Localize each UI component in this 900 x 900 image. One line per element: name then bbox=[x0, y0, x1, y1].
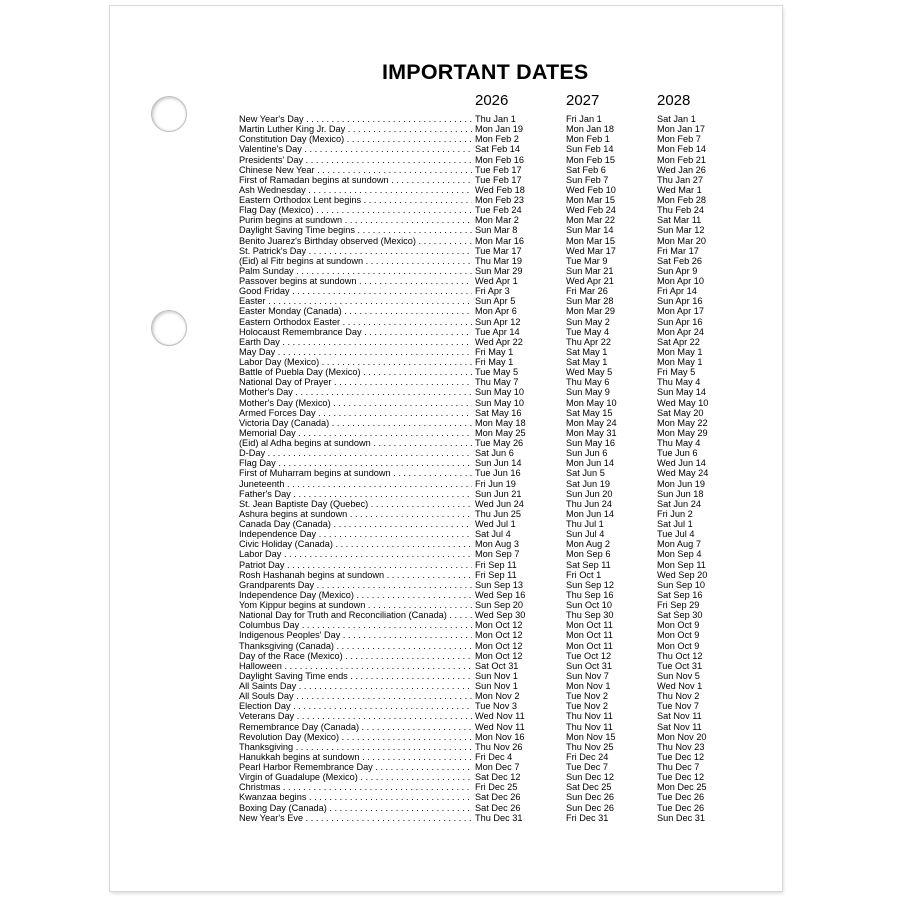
date-2026: Sun Sep 20 bbox=[475, 600, 524, 610]
date-2027: Mon Oct 11 bbox=[566, 640, 613, 651]
date-2027: Sun Dec 26 bbox=[566, 792, 615, 803]
date-2026: Sun Nov 1 bbox=[475, 670, 518, 681]
holiday-name: Patriot Day . . . bbox=[239, 560, 472, 570]
date-2028: Tue Dec 12 bbox=[657, 751, 705, 762]
date-2026: Fri Jun 19 bbox=[475, 478, 516, 489]
date-2026: Tue Feb 17 bbox=[475, 174, 522, 185]
date-2026: Mon Mar 2 bbox=[475, 215, 519, 226]
date-2026: Wed Sep 16 bbox=[475, 589, 526, 600]
date-2027: Mon Mar 15 bbox=[566, 235, 616, 246]
date-2026: Mon May 18 bbox=[475, 417, 526, 428]
date-2028: Thu Dec 7 bbox=[657, 762, 700, 772]
date-2028: Mon Mar 20 bbox=[657, 235, 707, 246]
date-2027: Sat Dec 25 bbox=[566, 782, 612, 793]
date-2027: Sun Jun 20 bbox=[566, 488, 613, 499]
date-2027: Thu Nov 11 bbox=[566, 721, 613, 732]
date-2027: Thu Apr 22 bbox=[566, 336, 611, 347]
holiday-name: Pearl Harbor Remembrance Day . . . bbox=[239, 762, 472, 772]
date-2028: Mon Oct 9 bbox=[657, 620, 700, 631]
date-2028: Sat Sep 16 bbox=[657, 589, 703, 600]
date-2028: Mon Feb 7 bbox=[657, 134, 701, 145]
date-2026: Sat Jun 6 bbox=[475, 448, 514, 459]
holiday-name: Labor Day (Mexico) . . . bbox=[239, 357, 472, 367]
holiday-name: Martin Luther King Jr. Day . . . bbox=[239, 124, 472, 134]
date-2028: Sun Nov 5 bbox=[657, 670, 700, 681]
holiday-name: Day of the Race (Mexico) . . . bbox=[239, 651, 472, 661]
holiday-name: First of Ramadan begins at sundown . . . bbox=[239, 175, 472, 185]
holiday-name: Election Day . . . bbox=[239, 701, 472, 711]
date-2026: Fri Sep 11 bbox=[475, 569, 517, 580]
date-2027: Wed Mar 17 bbox=[566, 245, 616, 256]
date-2026: Sun Jun 14 bbox=[475, 458, 522, 469]
date-2026: Tue Feb 17 bbox=[475, 164, 522, 175]
date-2027: Wed May 5 bbox=[566, 367, 613, 378]
date-2026: Thu Nov 26 bbox=[475, 741, 523, 752]
date-2027: Sun Nov 7 bbox=[566, 670, 609, 681]
date-2026: Tue Jun 16 bbox=[475, 468, 521, 479]
year-header-2: 2027 bbox=[566, 92, 600, 109]
date-2028: Sun Apr 16 bbox=[657, 296, 703, 307]
date-2027: Mon May 10 bbox=[566, 397, 617, 408]
holiday-name: Indigenous Peoples' Day . . . bbox=[239, 630, 472, 640]
date-2028: Sun Mar 12 bbox=[657, 225, 705, 236]
holiday-name: Revolution Day (Mexico) . . . bbox=[239, 732, 472, 742]
date-2028: Sat Feb 26 bbox=[657, 255, 702, 266]
date-2026: Wed Apr 22 bbox=[475, 336, 523, 347]
date-2026: Mon Dec 7 bbox=[475, 762, 520, 772]
date-2028: Tue Dec 26 bbox=[657, 802, 705, 813]
date-2028: Mon Apr 10 bbox=[657, 276, 704, 286]
date-2027: Mon Nov 1 bbox=[566, 681, 611, 691]
date-2027: Sun Feb 7 bbox=[566, 174, 609, 185]
date-2027: Mon May 24 bbox=[566, 417, 617, 428]
date-2028: Mon Sep 4 bbox=[657, 549, 702, 560]
date-2026: Sat Feb 14 bbox=[475, 144, 520, 155]
date-2027: Wed Feb 24 bbox=[566, 205, 616, 216]
holiday-name: Memorial Day . . . bbox=[239, 428, 472, 438]
date-2028: Mon Jun 19 bbox=[657, 478, 706, 489]
date-2028: Mon Feb 14 bbox=[657, 144, 707, 155]
date-2028: Wed Nov 1 bbox=[657, 681, 703, 691]
date-2027: Mon Mar 15 bbox=[566, 195, 616, 205]
date-2027: Sun May 9 bbox=[566, 387, 610, 398]
date-2027: Fri Dec 24 bbox=[566, 751, 609, 762]
holiday-name: Constitution Day (Mexico) . . . bbox=[239, 134, 472, 144]
date-2028: Mon Apr 24 bbox=[657, 326, 704, 337]
date-2028: Thu Oct 12 bbox=[657, 650, 703, 661]
date-2027: Tue Oct 12 bbox=[566, 650, 612, 661]
date-2028: Tue Dec 12 bbox=[657, 772, 705, 783]
date-2026: Sun Sep 13 bbox=[475, 579, 524, 590]
date-2027: Sat May 1 bbox=[566, 357, 608, 367]
date-2027: Mon Feb 15 bbox=[566, 154, 616, 165]
date-2026: Sun Mar 8 bbox=[475, 225, 518, 236]
date-2026: Mon May 25 bbox=[475, 427, 526, 438]
date-2028: Fri Apr 14 bbox=[657, 286, 697, 297]
date-2026: Thu Mar 19 bbox=[475, 255, 522, 266]
holiday-name: Mother's Day . . . bbox=[239, 387, 472, 397]
date-2026: Tue May 26 bbox=[475, 438, 524, 448]
date-2027: Fri Oct 1 bbox=[566, 569, 602, 580]
date-2027: Mon Aug 2 bbox=[566, 539, 610, 550]
date-2027: Mon Jun 14 bbox=[566, 458, 615, 469]
date-2026: Wed Sep 30 bbox=[475, 610, 526, 621]
date-2026: Mon Oct 12 bbox=[475, 640, 523, 651]
holiday-name: Mother's Day (Mexico) . . . bbox=[239, 398, 472, 408]
holiday-name: Columbus Day . . . bbox=[239, 620, 472, 630]
holiday-name: Yom Kippur begins at sundown . . . bbox=[239, 600, 472, 610]
date-2028: Wed May 10 bbox=[657, 397, 709, 408]
date-2027: Sun Mar 21 bbox=[566, 265, 614, 276]
holiday-name: Grandparents Day . . . bbox=[239, 580, 472, 590]
date-2028: Tue Jun 6 bbox=[657, 448, 698, 459]
date-2026: Mon Feb 23 bbox=[475, 195, 525, 205]
date-2026: Tue May 5 bbox=[475, 367, 519, 378]
holiday-name: Virgin of Guadalupe (Mexico) . . . bbox=[239, 772, 472, 782]
holiday-name: Passover begins at sundown . . . bbox=[239, 276, 472, 286]
date-2026: Sun Apr 5 bbox=[475, 296, 516, 307]
date-2028: Thu May 4 bbox=[657, 438, 701, 448]
date-2028: Sat Nov 11 bbox=[657, 711, 702, 722]
date-2028: Wed Jan 26 bbox=[657, 164, 706, 175]
holiday-name: Halloween . . . bbox=[239, 661, 472, 671]
date-2026: Thu Dec 31 bbox=[475, 812, 523, 823]
date-2027: Thu Sep 30 bbox=[566, 610, 614, 621]
date-2028: Fri Sep 29 bbox=[657, 600, 700, 610]
holiday-name: Armed Forces Day . . . bbox=[239, 408, 472, 418]
date-2027: Sun Dec 26 bbox=[566, 802, 615, 813]
date-2026: Mon Nov 16 bbox=[475, 731, 525, 742]
date-2028: Mon Dec 25 bbox=[657, 782, 707, 793]
holiday-name: Rosh Hashanah begins at sundown . . . bbox=[239, 570, 472, 580]
date-2026: Fri Apr 3 bbox=[475, 286, 510, 297]
date-2028: Sat Jul 1 bbox=[657, 519, 693, 529]
date-2026: Fri Dec 4 bbox=[475, 751, 513, 762]
holiday-name: Palm Sunday . . . bbox=[239, 266, 472, 276]
date-2027: Tue May 4 bbox=[566, 326, 610, 337]
holiday-name: (Eid) al Fitr begins at sundown . . . bbox=[239, 256, 472, 266]
holiday-name: Presidents' Day . . . bbox=[239, 155, 472, 165]
holiday-name: Earth Day . . . bbox=[239, 337, 472, 347]
date-2028: Tue Jul 4 bbox=[657, 529, 695, 540]
page-title: IMPORTANT DATES bbox=[382, 60, 589, 84]
holiday-name: Eastern Orthodox Easter . . . bbox=[239, 317, 472, 327]
date-2028: Sun Apr 16 bbox=[657, 316, 703, 327]
holiday-name: Canada Day (Canada) . . . bbox=[239, 519, 472, 529]
date-2026: Thu Jan 1 bbox=[475, 114, 516, 124]
date-2026: Mon Feb 16 bbox=[475, 154, 525, 165]
date-2027: Fri Mar 26 bbox=[566, 286, 608, 297]
date-2028: Thu Jan 27 bbox=[657, 174, 703, 185]
date-2027: Thu May 6 bbox=[566, 377, 610, 388]
holiday-name: Benito Juarez's Birthday observed (Mexico) . . . bbox=[239, 236, 472, 246]
date-2028: Wed May 24 bbox=[657, 468, 709, 479]
date-2027: Sun Oct 10 bbox=[566, 600, 612, 610]
date-2026: Sun Jun 21 bbox=[475, 488, 522, 499]
date-2026: Sat Dec 26 bbox=[475, 802, 521, 813]
date-2026: Wed Apr 1 bbox=[475, 276, 518, 286]
date-2028: Thu Nov 2 bbox=[657, 691, 700, 702]
date-2026: Mon Mar 16 bbox=[475, 235, 525, 246]
holiday-name: Independence Day . . . bbox=[239, 529, 472, 539]
date-2026: Sun Apr 12 bbox=[475, 316, 521, 327]
holiday-name: Valentine's Day . . . bbox=[239, 144, 472, 154]
holiday-name: Easter Monday (Canada) . . . bbox=[239, 306, 472, 316]
holiday-name: National Day for Truth and Reconciliation (Canada) . . . bbox=[239, 610, 472, 620]
date-2027: Tue Nov 2 bbox=[566, 691, 609, 702]
date-2028: Mon Nov 20 bbox=[657, 731, 707, 742]
date-2026: Wed Nov 11 bbox=[475, 711, 525, 722]
date-2026: Wed Feb 18 bbox=[475, 184, 525, 195]
date-2026: Sat Jul 4 bbox=[475, 529, 511, 540]
date-2026: Fri Dec 25 bbox=[475, 782, 518, 793]
date-2027: Tue Dec 7 bbox=[566, 762, 609, 772]
binder-hole-bottom bbox=[151, 310, 187, 346]
date-2026: Sat Dec 12 bbox=[475, 772, 521, 783]
date-2028: Sun May 14 bbox=[657, 387, 707, 398]
date-2027: Sat May 1 bbox=[566, 346, 608, 357]
date-2028: Wed Mar 1 bbox=[657, 184, 702, 195]
date-2028: Fri May 5 bbox=[657, 367, 696, 378]
holiday-name: Flag Day (Mexico) . . . bbox=[239, 205, 472, 215]
holiday-name: All Souls Day . . . bbox=[239, 691, 472, 701]
holiday-name: Juneteenth . . . bbox=[239, 479, 472, 489]
date-2026: Sun May 10 bbox=[475, 387, 525, 398]
holiday-name: All Saints Day . . . bbox=[239, 681, 472, 691]
holiday-name: St. Patrick's Day . . . bbox=[239, 246, 472, 256]
date-2027: Sun Feb 14 bbox=[566, 144, 614, 155]
date-2026: Sun Nov 1 bbox=[475, 681, 518, 691]
date-2027: Mon Oct 11 bbox=[566, 620, 613, 631]
holiday-name: Battle of Puebla Day (Mexico) . . . bbox=[239, 367, 472, 377]
date-2027: Sun Jul 4 bbox=[566, 529, 605, 540]
date-2027: Fri Jan 1 bbox=[566, 114, 602, 124]
date-2026: Tue Feb 24 bbox=[475, 205, 522, 216]
date-2026: Mon Oct 12 bbox=[475, 630, 523, 641]
date-2028: Mon May 29 bbox=[657, 427, 708, 438]
date-2027: Sun Mar 14 bbox=[566, 225, 614, 236]
date-2027: Mon Mar 29 bbox=[566, 306, 616, 317]
date-2026: Sat Oct 31 bbox=[475, 660, 519, 671]
date-2027: Tue Nov 2 bbox=[566, 701, 609, 712]
binder-hole-top bbox=[151, 96, 187, 132]
date-2028: Sat Apr 22 bbox=[657, 336, 700, 347]
date-2028: Sat Jan 1 bbox=[657, 114, 696, 124]
date-2026: Fri May 1 bbox=[475, 357, 514, 367]
date-2026: Mon Jan 19 bbox=[475, 124, 524, 135]
date-2028: Tue Nov 7 bbox=[657, 701, 700, 712]
date-2028: Mon May 1 bbox=[657, 357, 703, 367]
holiday-name: May Day . . . bbox=[239, 347, 472, 357]
date-2028: Sun Apr 9 bbox=[657, 265, 698, 276]
holiday-name: (Eid) al Adha begins at sundown . . . bbox=[239, 438, 472, 448]
date-2028: Thu May 4 bbox=[657, 377, 701, 388]
holiday-name: Daylight Saving Time ends . . . bbox=[239, 671, 472, 681]
holiday-name: Hanukkah begins at sundown . . . bbox=[239, 752, 472, 762]
holiday-name: Independence Day (Mexico) . . . bbox=[239, 590, 472, 600]
date-2027: Mon May 31 bbox=[566, 427, 617, 438]
date-2027: Mon Oct 11 bbox=[566, 630, 613, 641]
date-2026: Tue Apr 14 bbox=[475, 326, 520, 337]
date-2028: Wed Sep 20 bbox=[657, 569, 708, 580]
holiday-name: Ashura begins at sundown . . . bbox=[239, 509, 472, 519]
date-2028: Mon May 1 bbox=[657, 346, 703, 357]
date-2027: Sun Sep 12 bbox=[566, 579, 615, 590]
date-2028: Sat Mar 11 bbox=[657, 215, 702, 226]
date-2026: Thu Jun 25 bbox=[475, 508, 521, 519]
date-2027: Mon Sep 6 bbox=[566, 549, 611, 560]
date-2028: Tue Oct 31 bbox=[657, 660, 703, 671]
holiday-name: Daylight Saving Time begins . . . bbox=[239, 225, 472, 235]
date-2028: Mon Oct 9 bbox=[657, 640, 700, 651]
holiday-name: Civic Holiday (Canada) . . . bbox=[239, 539, 472, 549]
date-2027: Sun Jun 6 bbox=[566, 448, 608, 459]
date-2026: Thu May 7 bbox=[475, 377, 519, 388]
date-2028: Mon Aug 7 bbox=[657, 539, 701, 550]
date-2028: Fri Jun 2 bbox=[657, 508, 693, 519]
holiday-name: Labor Day . . . bbox=[239, 549, 472, 559]
date-2028: Thu Nov 23 bbox=[657, 741, 705, 752]
date-2027: Thu Nov 25 bbox=[566, 741, 614, 752]
date-2028: Mon Feb 21 bbox=[657, 154, 707, 165]
holiday-name: Holocaust Remembrance Day . . . bbox=[239, 327, 472, 337]
date-2027: Sat May 15 bbox=[566, 407, 613, 418]
date-2027: Sat Sep 11 bbox=[566, 559, 611, 570]
holiday-name: National Day of Prayer . . . bbox=[239, 377, 472, 387]
date-2027: Sun Mar 28 bbox=[566, 296, 614, 307]
date-2026: Mon Oct 12 bbox=[475, 650, 523, 661]
date-2028: Tue Dec 26 bbox=[657, 792, 705, 803]
holiday-name: First of Muharram begins at sundown . . . bbox=[239, 468, 472, 478]
date-2027: Sat Feb 6 bbox=[566, 164, 606, 175]
date-2027: Mon Mar 22 bbox=[566, 215, 616, 226]
date-2026: Sun Mar 29 bbox=[475, 265, 523, 276]
holiday-name: Thanksgiving (Canada) . . . bbox=[239, 641, 472, 651]
date-2027: Mon Nov 15 bbox=[566, 731, 616, 742]
holiday-name: Good Friday . . . bbox=[239, 286, 472, 296]
date-2026: Fri May 1 bbox=[475, 346, 514, 357]
holiday-name: Christmas . . . bbox=[239, 782, 472, 792]
date-2027: Sat Jun 19 bbox=[566, 478, 610, 489]
date-2026: Wed Nov 11 bbox=[475, 721, 525, 732]
date-2028: Mon Apr 17 bbox=[657, 306, 704, 317]
date-2026: Mon Sep 7 bbox=[475, 549, 520, 560]
holiday-name: Purim begins at sundown . . . bbox=[239, 215, 472, 225]
holiday-name: Remembrance Day (Canada) . . . bbox=[239, 722, 472, 732]
date-2027: Sun Dec 12 bbox=[566, 772, 615, 783]
holiday-name: Victoria Day (Canada) . . . bbox=[239, 418, 472, 428]
date-2028: Mon May 22 bbox=[657, 417, 708, 428]
date-2027: Thu Jun 24 bbox=[566, 498, 612, 509]
holiday-name: Kwanzaa begins . . . bbox=[239, 792, 472, 802]
date-2026: Tue Nov 3 bbox=[475, 701, 518, 712]
date-2027: Fri Dec 31 bbox=[566, 812, 609, 823]
date-2026: Mon Nov 2 bbox=[475, 691, 520, 702]
date-2028: Wed Jun 14 bbox=[657, 458, 706, 469]
date-2028: Sun Sep 10 bbox=[657, 579, 706, 590]
year-header-3: 2028 bbox=[657, 92, 691, 109]
date-2026: Tue Mar 17 bbox=[475, 245, 522, 256]
date-2026: Wed Jun 24 bbox=[475, 498, 524, 509]
date-2028: Sat May 20 bbox=[657, 407, 704, 418]
date-2028: Mon Feb 28 bbox=[657, 195, 707, 205]
date-2027: Wed Apr 21 bbox=[566, 276, 614, 286]
date-2027: Thu Sep 16 bbox=[566, 589, 614, 600]
holiday-name: Father's Day . . . bbox=[239, 489, 472, 499]
date-2028: Sat Sep 30 bbox=[657, 610, 703, 621]
date-2027: Sun May 16 bbox=[566, 438, 616, 448]
year-header-1: 2026 bbox=[475, 92, 509, 109]
date-2028: Sat Jun 24 bbox=[657, 498, 701, 509]
holiday-name: Flag Day . . . bbox=[239, 458, 472, 468]
date-2028: Sat Nov 11 bbox=[657, 721, 702, 732]
date-2028: Fri Mar 17 bbox=[657, 245, 699, 256]
date-2026: Mon Apr 6 bbox=[475, 306, 517, 317]
holiday-name: Ash Wednesday . . . bbox=[239, 185, 472, 195]
date-2027: Mon Feb 1 bbox=[566, 134, 610, 145]
date-2027: Sun Oct 31 bbox=[566, 660, 612, 671]
date-2028: Sun Dec 31 bbox=[657, 812, 706, 823]
holiday-name: New Year's Day . . . bbox=[239, 114, 472, 124]
date-2027: Mon Jan 18 bbox=[566, 124, 615, 135]
holiday-name: Chinese New Year . . . bbox=[239, 165, 472, 175]
holiday-name: Easter . . . bbox=[239, 296, 472, 306]
date-2027: Sat Jun 5 bbox=[566, 468, 605, 479]
date-2026: Mon Oct 12 bbox=[475, 620, 523, 631]
date-2028: Sun Jun 18 bbox=[657, 488, 704, 499]
date-2027: Wed Feb 10 bbox=[566, 184, 616, 195]
date-2026: Fri Sep 11 bbox=[475, 559, 517, 570]
date-2027: Thu Jul 1 bbox=[566, 519, 604, 529]
date-2028: Mon Oct 9 bbox=[657, 630, 700, 641]
date-2026: Sat May 16 bbox=[475, 407, 522, 418]
date-2026: Sat Dec 26 bbox=[475, 792, 521, 803]
date-2026: Mon Feb 2 bbox=[475, 134, 519, 145]
date-2026: Sun May 10 bbox=[475, 397, 525, 408]
date-2026: Mon Aug 3 bbox=[475, 539, 519, 550]
holiday-name: St. Jean Baptiste Day (Quebec) . . . bbox=[239, 499, 472, 509]
date-2027: Tue Mar 9 bbox=[566, 255, 608, 266]
date-2028: Mon Jan 17 bbox=[657, 124, 706, 135]
holiday-name: D-Day . . . bbox=[239, 448, 472, 458]
date-2027: Thu Nov 11 bbox=[566, 711, 613, 722]
date-2026: Wed Jul 1 bbox=[475, 519, 516, 529]
holiday-name: Boxing Day (Canada) . . . bbox=[239, 803, 472, 813]
holiday-name: New Year's Eve . . . bbox=[239, 813, 472, 823]
date-2027: Sun May 2 bbox=[566, 316, 610, 327]
date-2028: Mon Sep 11 bbox=[657, 559, 706, 570]
date-2028: Thu Feb 24 bbox=[657, 205, 704, 216]
date-2027: Mon Jun 14 bbox=[566, 508, 615, 519]
holiday-name: Veterans Day . . . bbox=[239, 711, 472, 721]
holiday-name: Eastern Orthodox Lent begins . . . bbox=[239, 195, 472, 205]
holiday-name: Thanksgiving . . . bbox=[239, 742, 472, 752]
